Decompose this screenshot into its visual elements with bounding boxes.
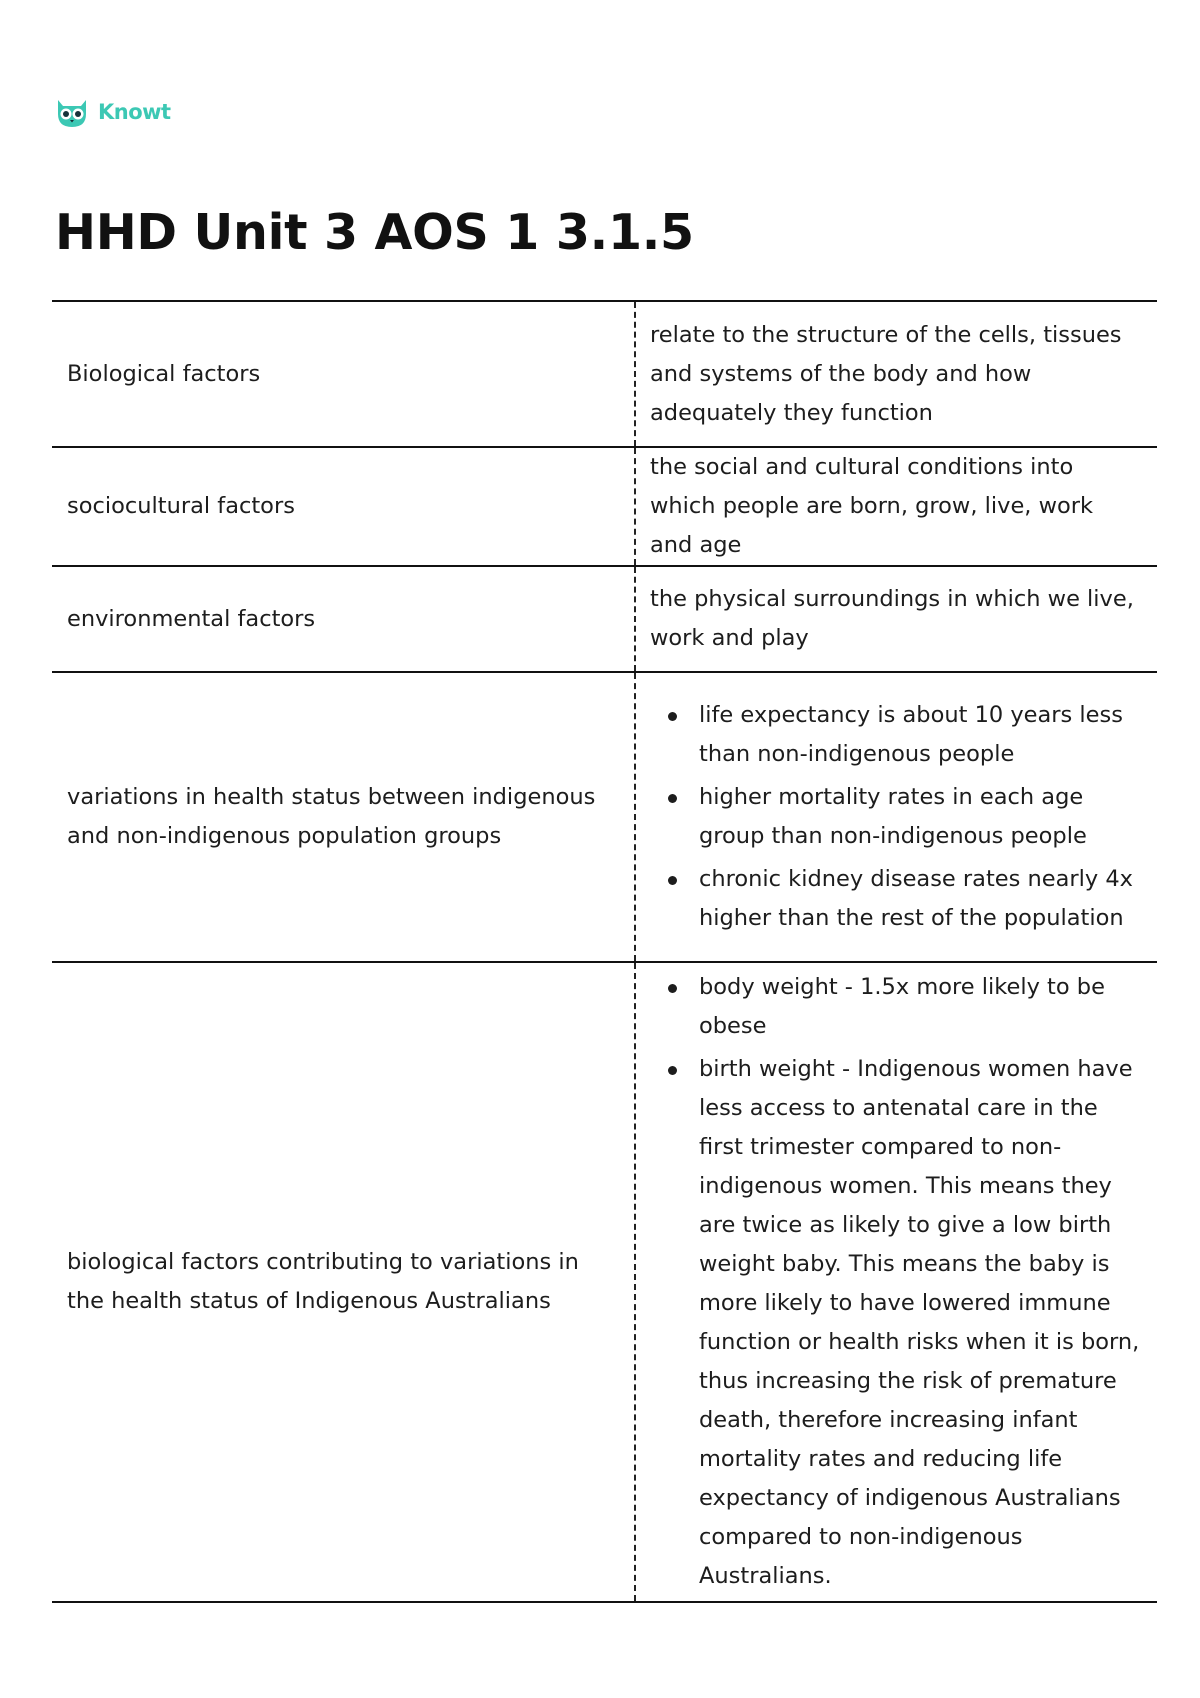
bullet-item: chronic kidney disease rates nearly 4x higher than the rest of the population [699,860,1141,938]
term-cell: sociocultural factors [52,447,635,566]
bullet-item: birth weight - Indigenous women have less access to antenatal care in the first trimester compared to non-indigenous women. This means they are twice as likely to give a low birth weight baby. This means the baby is more likely to have lowered immune function or health risks when it is born, thus increasing the risk of premature death, therefore increasing infant mortality rates and reducing life expectancy of indigenous Australians compared to non-indigenous Australians. [699,1050,1141,1596]
definition-cell: relate to the structure of the cells, tissues and systems of the body and how adequately they function [635,301,1157,447]
bullet-item: higher mortality rates in each age group than non-indigenous people [699,778,1141,856]
table-row [52,566,1157,672]
page-title: HHD Unit 3 AOS 1 3.1.5 [55,204,694,261]
bullet-item: life expectancy is about 10 years less than non-indigenous people [699,696,1141,774]
term-cell: biological factors contributing to variations in the health status of Indigenous Australians [52,962,635,1602]
table-row [52,962,1157,1602]
bullet-item: body weight - 1.5x more likely to be obese [699,968,1141,1046]
flashcard-table [52,300,1157,1603]
definition-cell: the social and cultural conditions into which people are born, grow, live, work and age [635,447,1157,566]
term-cell: variations in health status between indigenous and non-indigenous population groups [52,672,635,962]
definition-cell [635,672,1157,962]
term-cell: environmental factors [52,566,635,672]
definition-bullet-list [650,968,1141,1596]
table-row [52,447,1157,566]
definition-cell: the physical surroundings in which we live, work and play [635,566,1157,672]
definition-bullet-list [650,696,1141,938]
table-row [52,672,1157,962]
definition-cell [635,962,1157,1602]
brand-name: Knowt [98,100,171,124]
term-cell: Biological factors [52,301,635,447]
table-row [52,301,1157,447]
brand-logo [52,94,171,130]
owl-mascot-icon [52,94,92,130]
